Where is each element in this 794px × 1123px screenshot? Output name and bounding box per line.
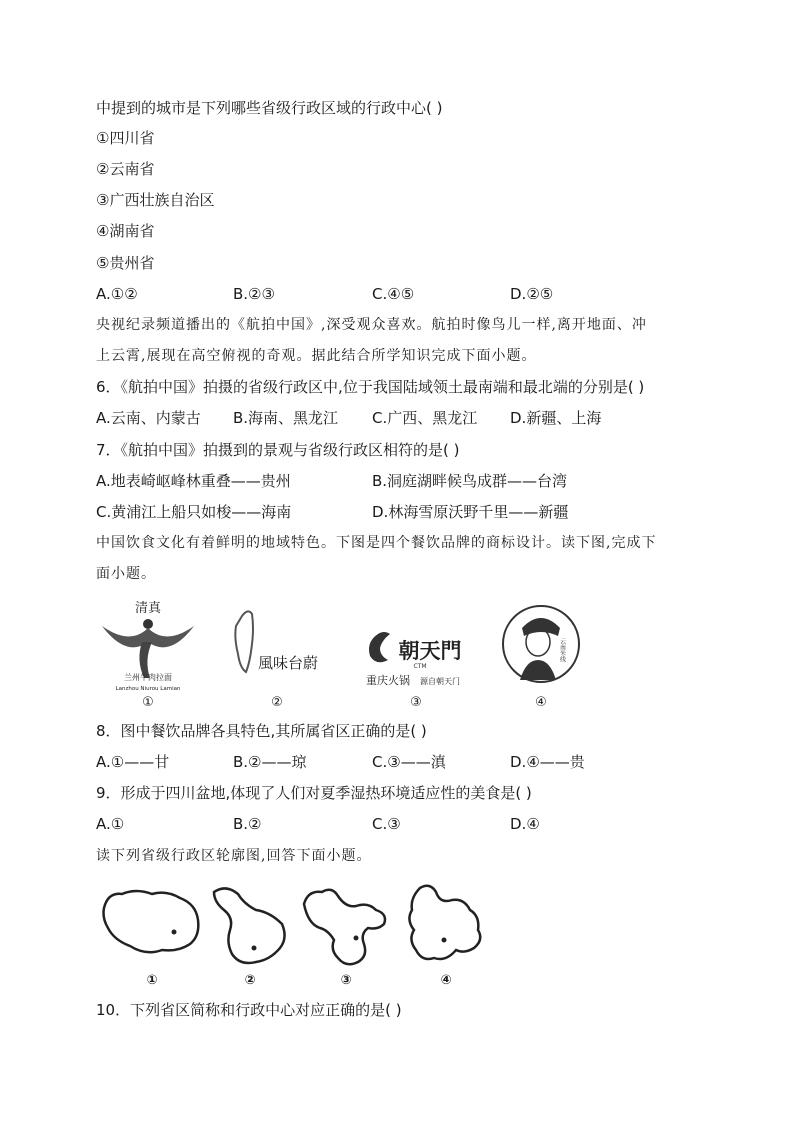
brand-side-text: 云南米线 [558, 638, 566, 662]
question-7-stem: 7．《航拍中国》拍摄到的景观与省级行政区相符的是( ) [96, 441, 460, 459]
q6-option-d: D.新疆、上海 [510, 409, 602, 427]
option-d: D.②⑤ [510, 285, 554, 303]
chaotianmen-logo-graphic [360, 598, 472, 694]
province-outline-yunnan [400, 880, 492, 972]
map-number: ④ [440, 973, 452, 988]
lanzhou-noodle-logo-graphic [100, 598, 196, 694]
choice-item-3: ③广西壮族自治区 [96, 191, 215, 209]
q7-option-d: D.林海雪原沃野千里——新疆 [372, 503, 569, 521]
logo-number: ② [271, 695, 283, 710]
passage-line: 面小题。 [96, 566, 156, 582]
brand-name: 朝天門 [398, 639, 462, 663]
brand-tagline-sub: 源自朝天门 [420, 677, 460, 686]
province-outline-3 [298, 880, 394, 988]
logo-taiwan-flavor [222, 598, 332, 710]
brand-pinyin: Lanzhou Niurou Lamian [115, 686, 181, 692]
logo-number: ④ [535, 695, 547, 710]
passage-line: 央视纪录频道播出的《航拍中国》,深受观众喜欢。航拍时像鸟儿一样,离开地面、冲 [96, 317, 647, 333]
brand-name: 兰州牛肉拉面 [124, 673, 172, 682]
q7-option-c: C.黄浦江上船只如梭——海南 [96, 503, 292, 521]
choice-item-2: ②云南省 [96, 160, 155, 178]
option-b: B.②③ [233, 285, 275, 303]
map-number: ① [146, 973, 158, 988]
choice-item-4: ④湖南省 [96, 222, 155, 240]
yunnan-noodle-logo-graphic [498, 598, 584, 694]
choice-item-5: ⑤贵州省 [96, 254, 155, 272]
province-outlines-figure [96, 880, 496, 988]
logo-lanzhou-noodle [100, 598, 196, 710]
q6-option-b: B.海南、黑龙江 [233, 409, 339, 427]
q8-option-a: A.①——甘 [96, 753, 170, 771]
brand-logos-figure [96, 598, 596, 710]
brand-tagline: 重庆火锅 [366, 674, 410, 687]
province-outline-4 [400, 880, 492, 988]
brand-abbr: CTM [413, 663, 427, 670]
q9-option-d: D.④ [510, 815, 540, 833]
logo-yunnan-noodle [498, 598, 584, 710]
map-number: ② [244, 973, 256, 988]
question-stem-intro: 中提到的城市是下列哪些省级行政区域的行政中心( ) [96, 99, 443, 117]
passage-line: 中国饮食文化有着鲜明的地域特色。下图是四个餐饮品牌的商标设计。读下图,完成下 [96, 535, 657, 551]
q8-option-c: C.③——滇 [372, 753, 446, 771]
logo-number: ③ [410, 695, 422, 710]
q7-option-a: A.地表崎岖峰林重叠——贵州 [96, 472, 291, 490]
q9-option-b: B.② [233, 815, 262, 833]
question-9-stem: 9．形成于四川盆地,体现了人们对夏季湿热环境适应性的美食是( ) [96, 784, 532, 802]
map-number: ③ [340, 973, 352, 988]
question-6-stem: 6．《航拍中国》拍摄的省级行政区中,位于我国陆域领土最南端和最北端的分别是( ) [96, 378, 645, 396]
q7-option-b: B.洞庭湖畔候鸟成群——台湾 [372, 472, 568, 490]
province-outline-gansu [298, 880, 394, 972]
q6-option-c: C.广西、黑龙江 [372, 409, 478, 427]
question-8-stem: 8．图中餐饮品牌各具特色,其所属省区正确的是( ) [96, 722, 427, 740]
brand-name: 風味台蔚 [257, 654, 319, 672]
q8-option-b: B.②——琼 [233, 753, 307, 771]
province-outline-tibet [100, 880, 204, 972]
taiwan-flavor-logo-graphic [222, 598, 332, 694]
choice-item-1: ①四川省 [96, 129, 155, 147]
option-c: C.④⑤ [372, 285, 415, 303]
q6-option-a: A.云南、内蒙古 [96, 409, 201, 427]
q9-option-c: C.③ [372, 815, 401, 833]
halal-text: 清真 [134, 601, 162, 616]
question-10-stem: 10．下列省区简称和行政中心对应正确的是( ) [96, 1001, 402, 1019]
q8-option-d: D.④——贵 [510, 753, 585, 771]
passage-line: 上云霄,展现在高空俯视的奇观。据此结合所学知识完成下面小题。 [96, 348, 537, 364]
province-outline-1 [100, 880, 204, 988]
option-a: A.①② [96, 285, 138, 303]
q9-option-a: A.① [96, 815, 125, 833]
passage-line: 读下列省级行政区轮廓图,回答下面小题。 [96, 848, 372, 864]
province-outline-heilongjiang [210, 880, 290, 972]
logo-number: ① [142, 695, 154, 710]
province-outline-2 [210, 880, 290, 988]
logo-chaotianmen [360, 598, 472, 710]
